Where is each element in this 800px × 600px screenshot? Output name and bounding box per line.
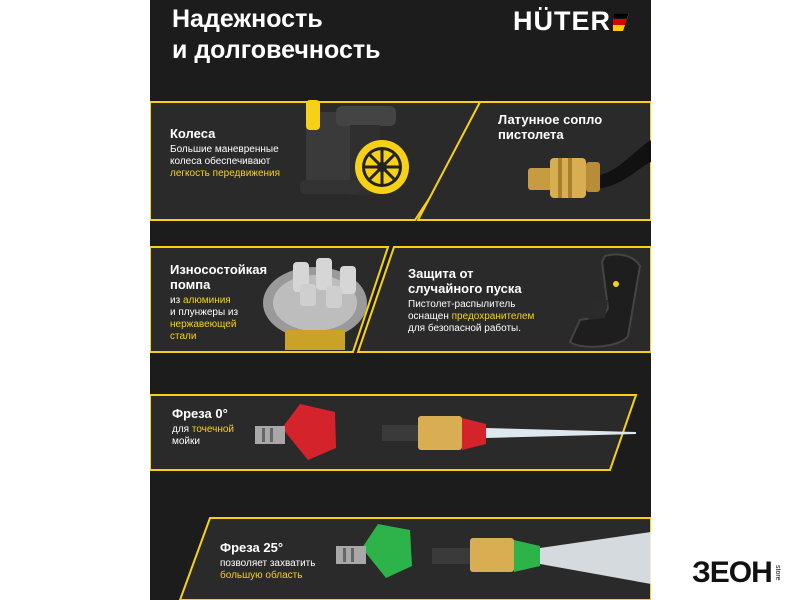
pump-desc (170, 295, 280, 343)
safety-desc-1: Пистолет-распылитель (408, 299, 516, 310)
safety-pre-2: оснащен (408, 311, 452, 322)
tip25-hl: большую область (220, 570, 303, 581)
tip25-desc (220, 558, 340, 582)
wheels-desc-2: колеса обеспечивают (170, 156, 271, 167)
tip0-desc (172, 424, 262, 448)
nozzle-title-1: Латунное сопло (498, 112, 603, 127)
wheels-highlight: легкость передвижения (170, 168, 281, 179)
feature-wheels (170, 126, 320, 180)
pump-title-1: Износостойкая (170, 262, 268, 277)
watermark-sub: store (773, 565, 781, 581)
feature-pump (170, 262, 280, 343)
feature-tip0 (172, 406, 262, 448)
title-line-2: и долговечность (172, 36, 381, 64)
pump-title (170, 262, 280, 292)
wheels-desc-1: Большие маневренные (170, 144, 279, 155)
feature-nozzle (498, 112, 648, 145)
promo-poster (150, 0, 651, 600)
watermark-name: ЗЕОН (692, 556, 772, 589)
pump-pre-1: из (170, 295, 183, 306)
wheels-desc (170, 144, 320, 180)
safety-desc (408, 299, 568, 335)
title-line-1: Надежность (172, 5, 323, 33)
tip25-title: Фреза 25° (220, 540, 284, 555)
nozzle-title-2: пистолета (498, 127, 564, 142)
huter-flag-icon (613, 13, 629, 31)
pump-title-2: помпа (170, 277, 211, 292)
safety-desc-3: для безопасной работы. (408, 323, 522, 334)
feature-safety (408, 266, 568, 335)
safety-title (408, 266, 568, 296)
wheel-icon (355, 140, 409, 194)
wheels-title: Колеса (170, 126, 216, 141)
brand-logo (513, 6, 629, 37)
pump-hl-3: стали (170, 331, 197, 342)
tip0-post: мойки (172, 436, 200, 447)
feature-tip25 (220, 540, 340, 582)
safety-title-1: Защита от (408, 266, 474, 281)
nozzle-title (498, 112, 648, 142)
tip25-desc-1: позволяет захватить (220, 558, 316, 569)
safety-title-2: случайного пуска (408, 281, 522, 296)
tip0-pre: для (172, 424, 192, 435)
pump-line-2: и плунжеры из (170, 307, 239, 318)
brand-name: HÜTER (513, 6, 611, 36)
page-title (172, 4, 380, 66)
pump-hl-2: нержавеющей (170, 319, 237, 330)
store-watermark (692, 556, 781, 590)
tip0-title: Фреза 0° (172, 406, 228, 421)
safety-hl: предохранителем (451, 311, 535, 322)
pump-hl-1: алюминия (182, 295, 231, 306)
tip0-hl: точечной (191, 424, 235, 435)
